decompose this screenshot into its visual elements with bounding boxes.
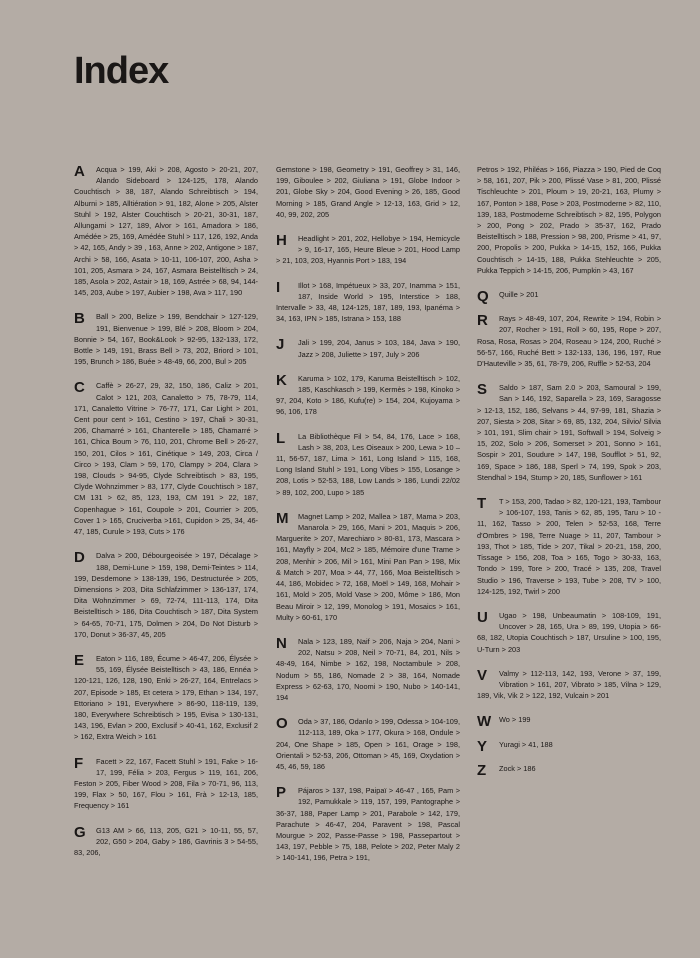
- index-entries: La Bibliothèque Fil > 54, 84, 176, Lace > 168, Lash > 38, 203, Les Oiseaux > 200, Lewa > 10 – 11, 56-57, 187, Lima > 161, Long Island > 115, 168, Long Island Stuhl > 191, Long Vibes > 155, Losange > 208, Lotis > 52-53, 188, Low Lands > 186, Lundi 22/02 > 89, 102, 200, Lupo > 185: [276, 431, 460, 497]
- index-entries: Oda > 37, 186, Odanlo > 199, Odessa > 104-109, 112-113, 189, Oka > 177, Okura > 168, Ondule > 204, One Shape > 185, Open > 161, Orage > 198, Orientali > 52-53, 206, Ottoman > 45, 169, Oxydation > 45, 46, 59, 186: [276, 717, 460, 771]
- index-entries: Eaton > 116, 189, Écume > 46-47, 206, Élysée > 55, 169, Élysée Beistelltisch > 43, 186, Ennéa > 120-121, 126, 128, 190, Enki > 26-27, 164, Entrelacs > 207, Episode > 185, Et cetera > 179, Ethan > 134, 197, Ettoriano > 191, Everywhere > 86-90, 118-119, 139, 180, Everywhere Schreibtisch > 195, Evisa > 130-131, 143, 196, Evlan > 200, Exclusif > 40-41, 162, Exclusif 2 > 162, Extra Weich > 161: [74, 653, 258, 742]
- page-title: Index: [74, 50, 169, 92]
- index-entries: Jali > 199, 204, Janus > 103, 184, Java > 190, Jazz > 208, Juliette > 197, July > 206: [298, 338, 460, 359]
- index-section-v: [477, 668, 661, 702]
- index-entries: Dalva > 200, Débourgeoisée > 197, Décalage > 188, Demi-Lune > 159, 198, Demi-Teintes > 114, 199, Desdemone > 138-139, 196, Destructurée > 205, Dimensions > 203, Dita Schlafzimmer > 136-137, 174, Dita Wohnzimmer > 69, 72-74, 111-113, 174, Dita Beistelltisch > 186, Dita Couchtisch > 187, Dita System > 64-65, 70-71, 175, Dolmen > 204, Do Not Disturb > 170, Donut > 36-37, 45, 205: [74, 551, 258, 639]
- index-section-continued: [477, 164, 661, 276]
- index-entries: Valmy > 112-113, 142, 193, Verone > 37, 199, Vibration > 161, 207, Vibrato > 185, Vilna > 129, 189, Vik, Vik 2 > 122, 192, Vulcain > 201: [477, 668, 661, 701]
- index-letter: S: [477, 381, 488, 399]
- index-letter: P: [276, 784, 287, 802]
- index-section-m: [276, 511, 460, 623]
- index-letter: C: [74, 379, 85, 397]
- index-letter: A: [74, 163, 85, 180]
- index-entries: Nala > 123, 189, Naif > 206, Naja > 204, Nani > 202, Natsu > 208, Neil > 70-71, 84, 201, Nils > 48-49, 164, Nimbe > 162, 198, Noctambule > 208, Nodum > 55, 186, Nomade 2 > 38, 164, Nomade Express > 62-63, 170, Noomi > 190, Nubo > 140-141, 194: [276, 636, 460, 702]
- index-letter: W: [477, 713, 492, 731]
- index-entries: Rays > 48-49, 107, 204, Rewrite > 194, Robin > 207, Rocher > 191, Roll > 60, 195, Rope > 207, Rosa, Rosa, Rosas > 204, Roseau > 124, 200, Ruché > 56-57, 166, Ruché Bett > 132-133, 136, 196, 197, Rue D'Hauteville > 35, 61, 78-79, 206, Ruffle > 52-53, 204: [477, 314, 661, 369]
- index-section-a: [74, 164, 258, 298]
- index-letter: K: [276, 371, 287, 389]
- index-entries: Pájaros > 137, 198, Paipaï > 46-47 , 165, Pam > 192, Pamukkale > 119, 157, 199, Pantographe > 36-37, 188, Paper Lamp > 201, Parabole > 142, 179, Parachute > 46-47, 204, Paravent > 198, Pascal Mourgue > 202, Passe-Passe > 198, Passepartout > 143, 197, Pebble > 75, 188, Pelote > 202, Peter Maly 2 > 140-141, 196, Petra > 191,: [276, 786, 460, 863]
- index-section-i: [276, 280, 460, 325]
- index-section-l: [276, 431, 460, 498]
- index-column-1: [74, 164, 258, 871]
- index-section-o: [276, 716, 460, 772]
- index-entries: Petros > 192, Philéas > 166, Piazza > 190, Pied de Coq > 58, 161, 207, Pik > 200, Plissé Vase > 81, 200, Plissé Tischleuchte > 201, Ploum > 19, 20-21, 163, Plumy > 167, Ponton > 188, Pose > 203, Postmoderne > 82, 110, 139, 183, Postmoderne Schreibtisch > 82, 195, Polygon > 200, Pong > 202, Prado > 35-37, 162, Prado Beistelltisch > 188, Pression > 98, 200, Prisme > 41, 97, 200, Propolis > 200, Pukka > 14-15, 152, 166, Pukka Couchtisch > 14-15, 188, Pukka Stehleuchte > 205, Pukka Teppich > 14-15, 206, Pumpkin > 43, 167: [477, 165, 661, 275]
- index-entries: G13 AM > 66, 113, 205, G21 > 10-11, 55, 57, 202, G50 > 204, Gaby > 186, Gavrinis 3 > 54-55, 83, 206,: [74, 825, 258, 857]
- index-letter: J: [276, 336, 285, 354]
- index-column-3: [477, 164, 661, 787]
- index-letter: U: [477, 608, 488, 626]
- index-entries: Acqua > 199, Aki > 208, Agosto > 20-21, 207, Alando Sideboard > 124-125, 178, Alando Couchtisch > 38, 187, Alando Schreibtisch > 194, Alburni > 185, Alltiération > 91, 182, Alone > 205, Alster Stuhl > 192, Alster Couchtisch > 20-21, 30-31, 187, Allungami > 127, 189, Alvor > 161, Amadora > 186, Amédée > 25, 169, Amédée Stuhl > 117, 126, 192, Anda > 42, 165, Andy > 39 , 163, Anne > 202, Antigone > 187, Archi > 58, 166, Asata > 10-11, 106-107, 200, Asha > 101, 205, Asmara > 24, 167, Asmara Beistelltisch > 24, 185, Asola > 202, Astair > 18, 169, Astrée > 68, 94, 144-145, 203, Aube > 197, Aubier > 198, Ava > 117, 190: [74, 165, 258, 298]
- index-section-z: [477, 761, 661, 779]
- index-letter: N: [276, 634, 287, 652]
- index-entries: Zock > 186: [499, 763, 536, 773]
- index-entries: Ugao > 198, Unbeaumatin > 108-109, 191, Uncover > 28, 165, Ura > 89, 199, Utopia > 66-68, 182, Utopia Couchtisch > 187, Ursuline > 100, 195, U-Turn > 203: [477, 610, 661, 654]
- index-section-h: [276, 233, 460, 267]
- index-section-n: [276, 636, 460, 703]
- index-entries: Karuma > 102, 179, Karuma Beistelltisch > 102, 185, Kaschkasch > 199, Kermès > 198, Kinoko > 97, 204, Koto > 186, Kufu(re) > 154, 204, Kujoyama > 96, 106, 178: [276, 373, 460, 417]
- index-section-b: [74, 311, 258, 367]
- index-section-r: [477, 313, 661, 369]
- index-entries: T > 153, 200, Tadao > 82, 120-121, 193, Tambour > 106-107, 193, Tanis > 62, 85, 195, Taru > 10 - 11, 162, Tasso > 200, Telen > 52-53, 168, Terre d'Ombres > 198, Terre Nuage > 11, 207, Tambour > 193, Thot > 185, Tide > 207, Tikal > 20-21, 158, 200, Tissage > 156, 208, Toa > 165, Togo > 30-33, 163, Tondo > 199, Tore > 200, Tracé > 135, 208, Travel Studio > 196, Traverse > 193, Tube > 208, TV > 100, 124-125, 192, Twirl > 200: [477, 497, 661, 596]
- index-entries: Magnet Lamp > 202, Mallea > 187, Mama > 203, Manarola > 29, 166, Mani > 201, Maquis > 206, Marguerite > 207, Marechiaro > 80-81, 173, Mascara > 161, Mayfly > 204, Mc2 > 185, Mémoire d'une Trame > 208, Menhir > 206, Mil > 161, Mini Pan Pan > 198, Mix & Match > 207, Moa > 44, 77, 166, Moa Beistelltisch > 44, 186, Mobidec > 72, 168, Moël > 149, 168, Mohair > 161, Mold > 205, Mold Vase > 200, Môme > 186, Mon Beau Miroir > 12, 199, Monolog > 191, Mosaics > 161, Multy > 60-61, 170: [276, 511, 460, 622]
- index-column-2: [276, 164, 460, 877]
- index-section-k: [276, 373, 460, 418]
- index-letter: Z: [477, 761, 487, 779]
- index-letter: H: [276, 232, 287, 250]
- index-section-q: [477, 288, 661, 306]
- index-entries: Facett > 22, 167, Facett Stuhl > 191, Fake > 16-17, 199, Félia > 203, Fergus > 119, 161, 206, Feston > 205, Fiber Wood > 208, Fila > 70-71, 96, 113, 199, Flax > 50, 167, Flou > 161, Frà > 12-13, 185, Frequency > 161: [74, 756, 258, 811]
- index-letter: B: [74, 310, 85, 328]
- index-section-p: [276, 785, 460, 863]
- index-letter: V: [477, 666, 488, 684]
- index-entries: Yuragi > 41, 188: [499, 739, 553, 749]
- index-letter: I: [276, 278, 281, 296]
- index-section-t: [477, 496, 661, 597]
- index-section-continued: [276, 164, 460, 220]
- index-section-c: [74, 380, 258, 537]
- index-entries: Illot > 168, Impétueux > 33, 207, Inamma > 151, 187, Inside World > 195, Interstice > 188, Intervalle > 33, 48, 124-125, 187, 189, 193, Ipanéma > 34, 163, IPN > 185, Istrana > 153, 188: [276, 280, 460, 324]
- index-section-w: [477, 713, 661, 731]
- index-section-f: [74, 756, 258, 812]
- index-letter: R: [477, 312, 488, 330]
- index-letter: D: [74, 549, 85, 567]
- index-letter: F: [74, 754, 84, 772]
- index-entries: Caffè > 26-27, 29, 32, 150, 186, Caliz > 201, Calot > 121, 203, Canaletto > 75, 78-79, 114, 171, Canaletto Vitrine > 76-77, 171, Car Light > 201, Cent pour cent > 161, Cestino > 197, Chali > 30-31, 206, Chamarré > 161, Chanterelle > 185, Chamarré > 161, Chica Boum > 76, 110, 201, Chrome Bell > 26-27, 150, 201, Cilos > 161, Cinétique > 149, 203, Circa / Circo > 193, Clam > 59, 170, Clampy > 204, Clara > 198, Clouds > 94-95, Clyde Schreibtisch > 83, 195, Clyde Wohnzimmer > 83, 177, Clyde Couchtisch > 187, CM 131 > 62, 85, 123, 193, CM 191 > 22, 187, Copenhague > 161, Coupole > 201, Courrier > 205, Cover 1 > 165, Cruciverba >161, Cupidon > 25, 34, 46-47, 185, Curule > 193, Cuts > 176: [74, 381, 258, 537]
- index-letter: M: [276, 509, 289, 527]
- index-entries: Saldo > 187, Sam 2.0 > 203, Samoural > 199, San > 146, 192, Saparella > 23, 169, Saragosse > 12-13, 152, 186, Selvans > 44, 97-99, 181, Shazia > 207, Siesta > 208, Sitar > 69, 85, 132, 204, Silvio/ Silvia > 101, 191, Slim chair > 191, Softwall > 194, Solveig > 15, 202, Solo > 206, Somerset > 201, Sonno > 161, Sospir > 201, Soudure > 147, 198, Soufflot > 51, 92, 169, Space > 186, 188, Sperl > 74, 199, Spok > 203, Stendhal > 194, Stump > 20, 185, Sunflower > 161: [477, 383, 661, 482]
- index-section-u: [477, 610, 661, 655]
- index-section-d: [74, 550, 258, 640]
- index-entries: Headlight > 201, 202, Hellobye > 194, Hemicycle > 9, 16-17, 165, Heure Bleue > 201, Hood Lamp > 21, 103, 203, Hyannis Port > 183, 194: [276, 234, 460, 266]
- index-section-s: [477, 382, 661, 483]
- index-section-g: [74, 825, 258, 859]
- index-letter: L: [276, 429, 286, 447]
- index-letter: Q: [477, 288, 489, 306]
- index-section-y: [477, 737, 661, 755]
- index-entries: Ball > 200, Belize > 199, Bendchair > 127-129, 191, Bienvenue > 199, Blé > 208, Bloom > 204, Bonnie > 54, 167, Book&Look > 92-95, 132-133, 172, Bottle > 149, 191, Brass Bell > 73, 202, Briord > 101, 195, Brunch > 186, Buée > 48-49, 66, 200, Bul > 205: [74, 312, 258, 367]
- index-letter: O: [276, 715, 288, 733]
- index-section-e: [74, 653, 258, 743]
- index-letter: G: [74, 823, 86, 841]
- index-entries: Gemstone > 198, Geometry > 191, Geoffrey > 31, 146, 199, Giboulee > 202, Giuliana > 191, Globe Indoor > 201, Globe Sky > 204, Good Evening > 26, 185, Good Morning > 185, Grand Angle > 12-13, 163, Grid > 12, 40, 99, 202, 205: [276, 165, 460, 219]
- index-letter: T: [477, 495, 487, 513]
- index-entries: Wo > 199: [499, 715, 531, 725]
- index-section-j: [276, 337, 460, 359]
- index-letter: Y: [477, 737, 488, 755]
- index-letter: E: [74, 651, 85, 669]
- index-entries: Quille > 201: [499, 290, 539, 300]
